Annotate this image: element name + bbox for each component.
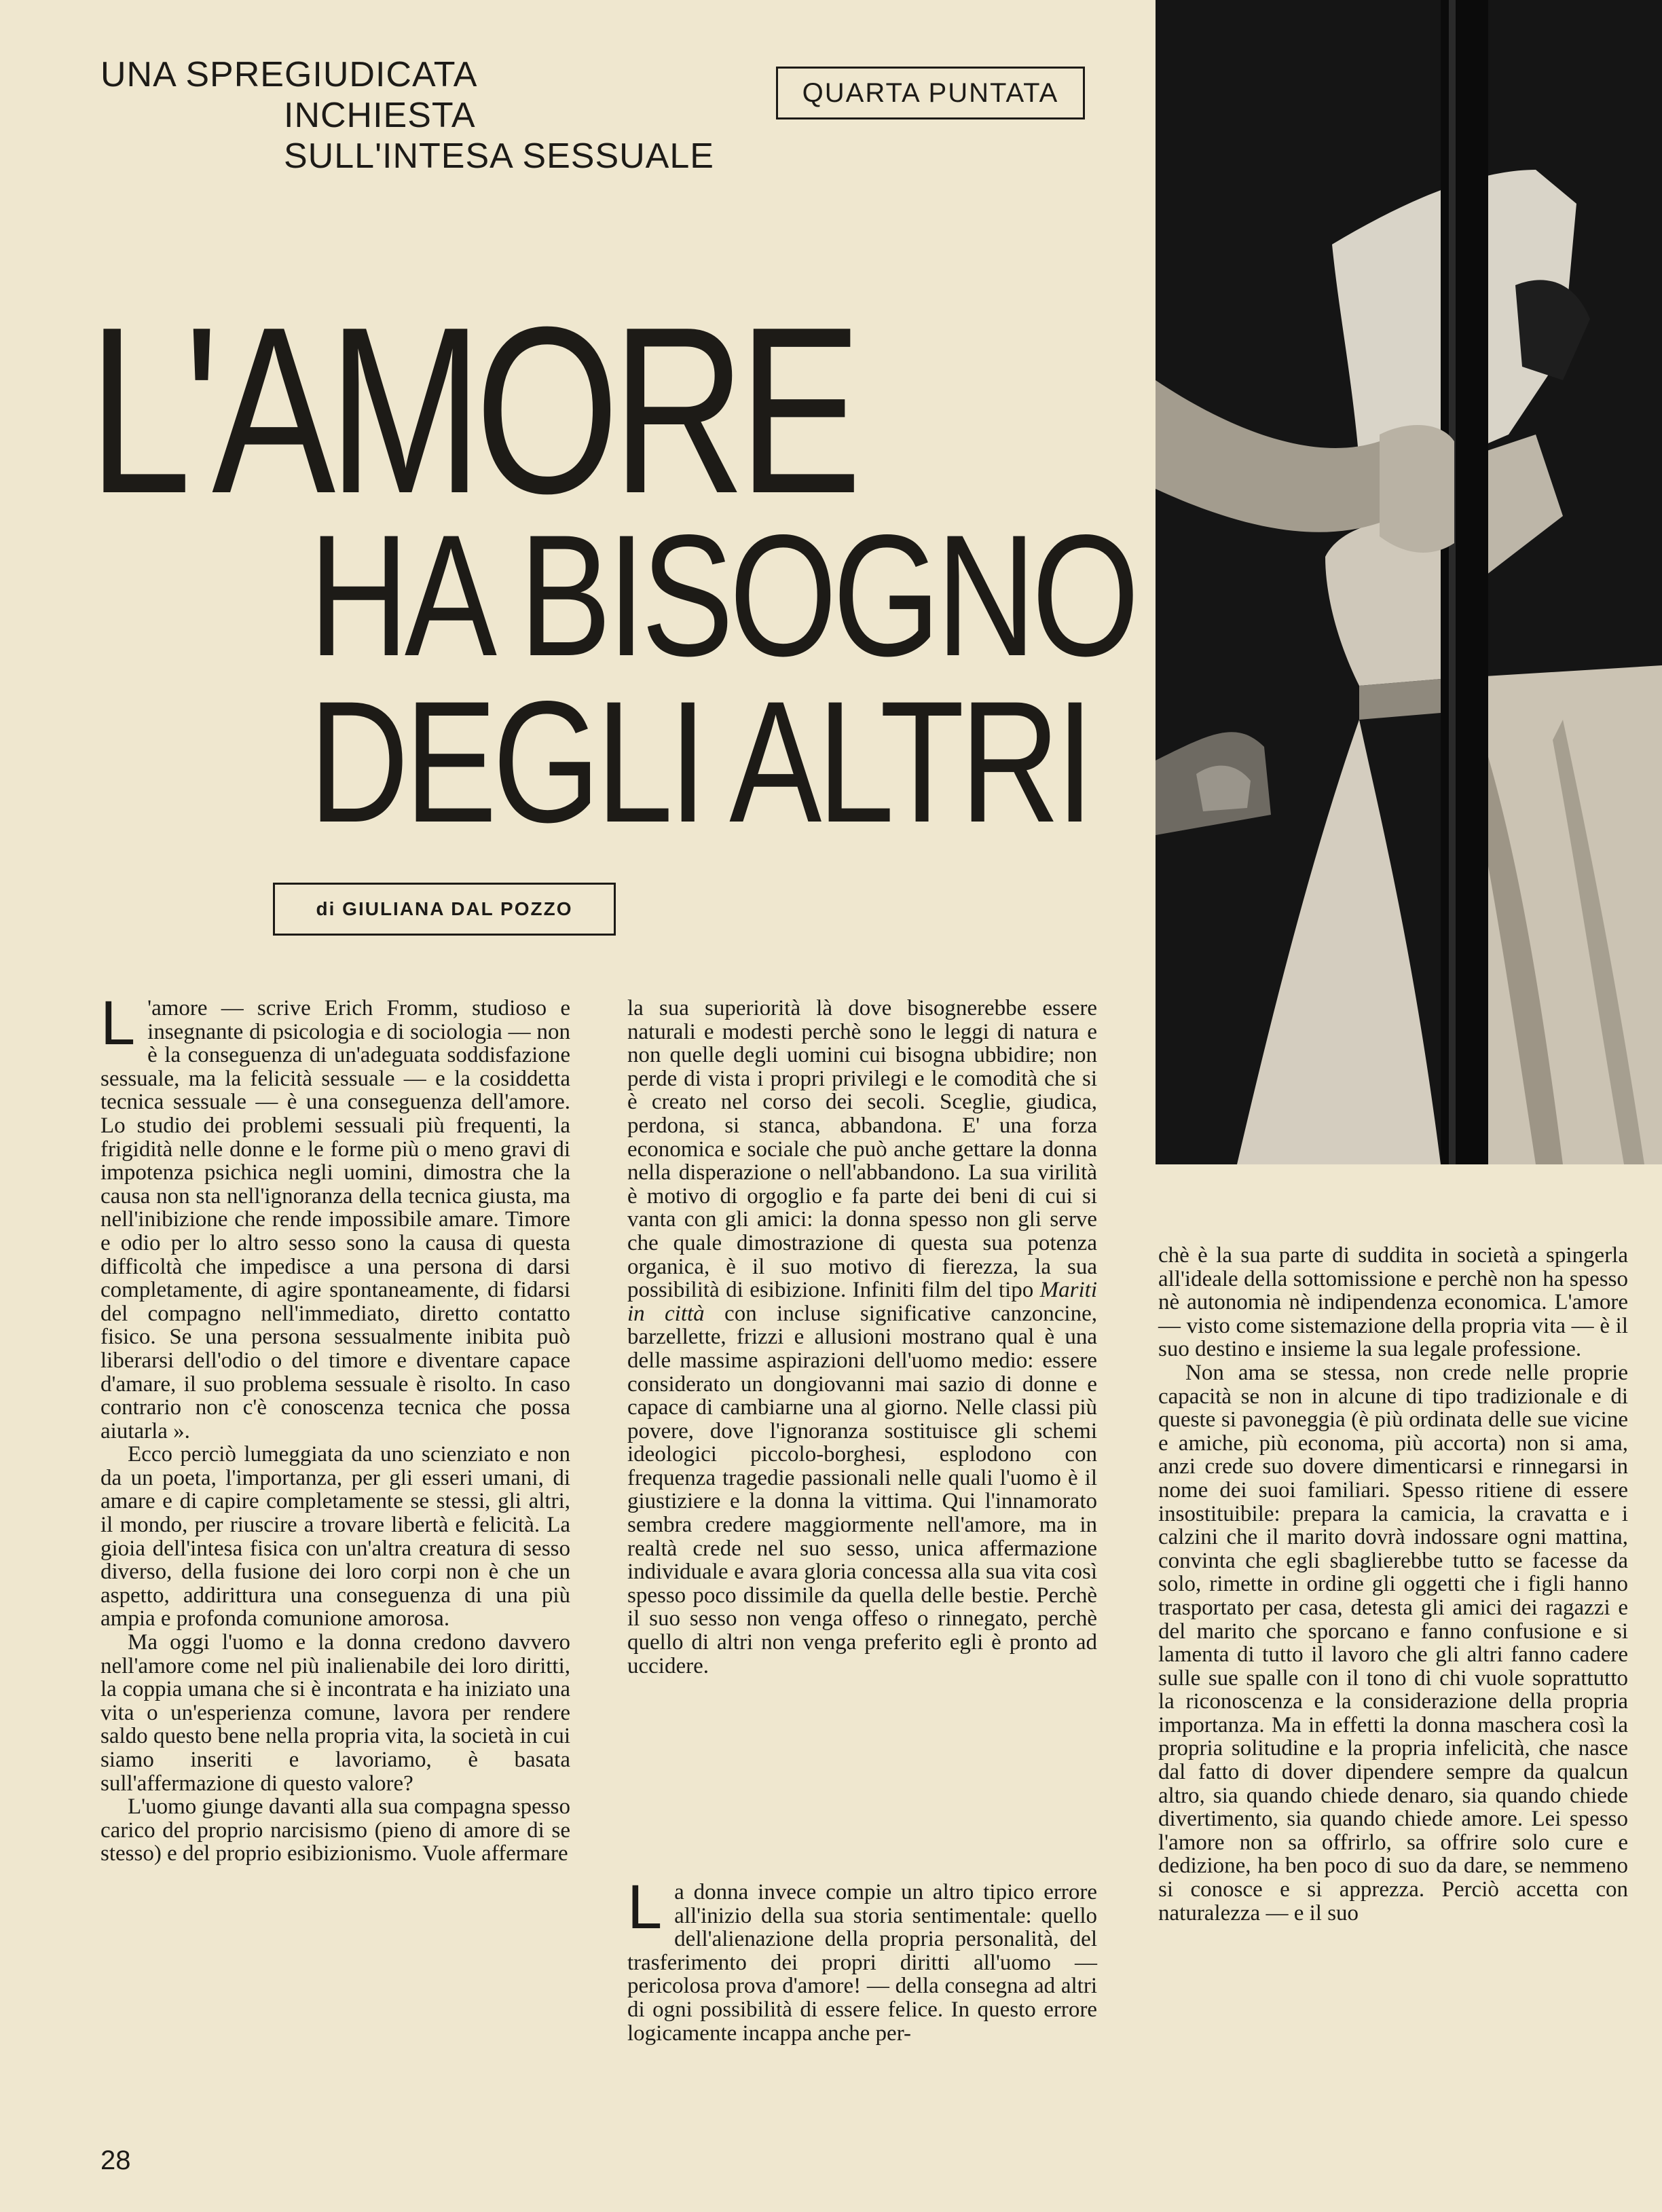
woman-leaning-on-pole-photo (1156, 0, 1662, 1164)
paragraph: Non ama se stessa, non crede nelle proprie capacità se non in alcune di tipo tradizionale e di queste si pavoneggia (è più ordinata delle sue vicine e amiche, più economa, più accorta) non si ama, anzi crede suo dovere dimenticarsi e rinnegarsi in nome dei suoi familiari. Spesso ritiene di essere insostituibile: prepara la camicia, la cravatta e i calzini che il marito dovrà indossare ogni mattina, convinta che egli sbaglierebbe tutto se facesse da solo, rimette in ordine gli oggetti che i figli hanno trasportato per casa, detesta gli amici dei ragazzi e del marito che sporcano e fanno confusione e si lamenta di tutto il lavoro che gli altri fanno cadere sulle sue spalle con il tono di chi vuole soprattutto la riconoscenza e la considerazione della propria importanza. Ma in effetti la donna maschera così la propria solitudine e la propria infelicità, che nasce dal fatto di dover dipendere sempre da qualcun altro, sia quando chiede denaro, sia quando chiede divertimento, sia quando chiede amore. Lei spesso l'amore non sa offrirlo, sa offrire solo cure e dedizione, ha ben poco di suo da dare, se nemmeno si conosce e si apprezza. Perciò accetta con naturalezza — e il suo (1158, 1360, 1628, 1925)
article-column-2 (627, 997, 1097, 1678)
author-byline: di GIULIANA DAL POZZO (273, 883, 616, 936)
paragraph-text: la sua superiorità là dove bisognerebbe essere naturali e modesti perchè sono le leggi di natura e non quelle degli uomini cui bisogna ubbidire; non perde di vista i propri privilegi e le comodità che si è creato nel corso dei secoli. Sceglie, giudica, perdona, si stanca, abbandona. E' una forza economica e sociale che può anche gettare la donna nella disperazione o nell'abbandono. La sua virilità è motivo di orgoglio e fa parte dei beni di cui si vanta con gli amici: la donna spesso non gli serve che quale dimostrazione di questa sua potenza organica, è il suo motivo di fierezza, la sua possibilità di esibizione. Infiniti film del tipo (627, 996, 1097, 1303)
article-column-1 (100, 989, 570, 1866)
paragraph (627, 1873, 1097, 2046)
drop-cap: L (627, 1873, 663, 1942)
headline-line-3: DEGLI ALTRI (309, 665, 1090, 859)
paragraph-text: a donna invece compie un altro tipico errore all'inizio della sua storia sentimentale: quello dell'alienazione della propria personalità, del trasferimento dei propri diritti all'uomo — pericolosa prova d'amore! — della consegna ad altri di ogni possibilità di essere felice. In questo errore logicamente incappa anche per- (627, 1880, 1097, 2046)
headline-line-1: L'AMORE (88, 278, 855, 543)
paragraph: L'uomo giunge davanti alla sua compagna spesso carico del proprio narcisismo (pieno di amore di se stesso) e del proprio esibizionismo. Vuole affermare (100, 1794, 570, 1866)
paragraph: Ma oggi l'uomo e la donna credono davvero nell'amore come nel più inalienabile dei loro diritti, la coppia umana che si è incontrata e ha iniziato una vita o un'esperienza comune, lavora per rendere saldo questo bene nella propria vita, la società in cui siamo inseriti e lavoriamo, è basata sull'affermazione di questo valore? (100, 1630, 570, 1796)
article-column-2-section-2 (627, 1873, 1097, 2046)
kicker-line-1: UNA SPREGIUDICATA (100, 55, 478, 94)
kicker-line-2: INCHIESTA (284, 96, 476, 135)
photo-illustration (1156, 0, 1662, 1164)
paragraph (627, 997, 1097, 1678)
drop-cap: L (100, 989, 136, 1058)
paragraph-text: 'amore — scrive Erich Fromm, studioso e insegnante di psicologia e di sociologia — non è la conseguenza di un'adeguata soddisfazione sessuale, ma la felicità sessuale — e la cosiddetta tecnica sessuale — è una conseguenza dell'amore. Lo studio dei problemi sessuali più frequenti, la frigidità nelle donne e le forme più o meno gravi di impotenza psichica negli uomini, dimostra che la causa non sta nell'ignoranza della tecnica giusta, ma nell'inibizione che rende impossibile amare. Timore e odio per lo altro sesso sono la causa di questa difficoltà che impedisce a una persona di darsi completamente, di agire spontaneamente, di fidarsi del compagno nell'immediato, diretto contatto fisico. Se una persona sessualmente inibita può liberarsi dell'odio o del timore e diventare capace d'amare, il suo problema sessuale è risolto. In caso contrario non c'è conoscenza tecnica che possa aiutarla ». (100, 996, 570, 1443)
paragraph-text: con incluse significative canzoncine, barzellette, frizzi e allusioni mostrano qual è una delle massime aspirazioni dell'uomo medio: essere considerato un dongiovanni mai sazio di donne e capace di cambiarne una al giorno. Nelle classi più povere, dove l'ignoranza sostituisce gli schemi ideologici piccolo-borghesi, esplodono con frequenza tragedie passionali nelle quali l'uomo è il giustiziere e la donna la vittima. Qui l'innamorato sembra credere maggiormente nell'amore, ma in realtà crede nel suo sesso, unica affermazione individuale e avara gloria concessa alla sua vita così spesso poco dissimile da quella delle bestie. Perchè il suo sesso non venga offeso o rinnegato, perchè quello di altri non venga preferito egli è pronto ad uccidere. (627, 1301, 1098, 1678)
series-badge: QUARTA PUNTATA (776, 67, 1085, 119)
paragraph: Ecco perciò lumeggiata da uno scienziato e non da un poeta, l'importanza, per gli esseri umani, di amare e di capire completamente se stessi, gli altri, il mondo, per riuscire a trovare libertà e felicità. La gioia dell'intesa fisica con un'altra creatura di sesso diverso, della fusione dei loro corpi non è che un aspetto, addirittura una conseguenza di una più ampia e profonda comunione amorosa. (100, 1442, 570, 1632)
kicker-line-3: SULL'INTESA SESSUALE (284, 136, 714, 176)
paragraph (100, 989, 570, 1443)
film-title: Mariti in città (627, 1278, 1097, 1326)
article-kicker (100, 54, 714, 177)
article-column-3 (1158, 1244, 1628, 1925)
paragraph: chè è la sua parte di suddita in società a spingerla all'ideale della sottomissione e perchè non ha spesso nè autonomia nè indipendenza economica. L'amore — visto come sistemazione della propria vita — è il suo destino e insieme la sua legale professione. (1158, 1243, 1628, 1362)
page-number: 28 (100, 2145, 131, 2175)
headline-line-2: HA BISOGNO (309, 499, 1135, 693)
